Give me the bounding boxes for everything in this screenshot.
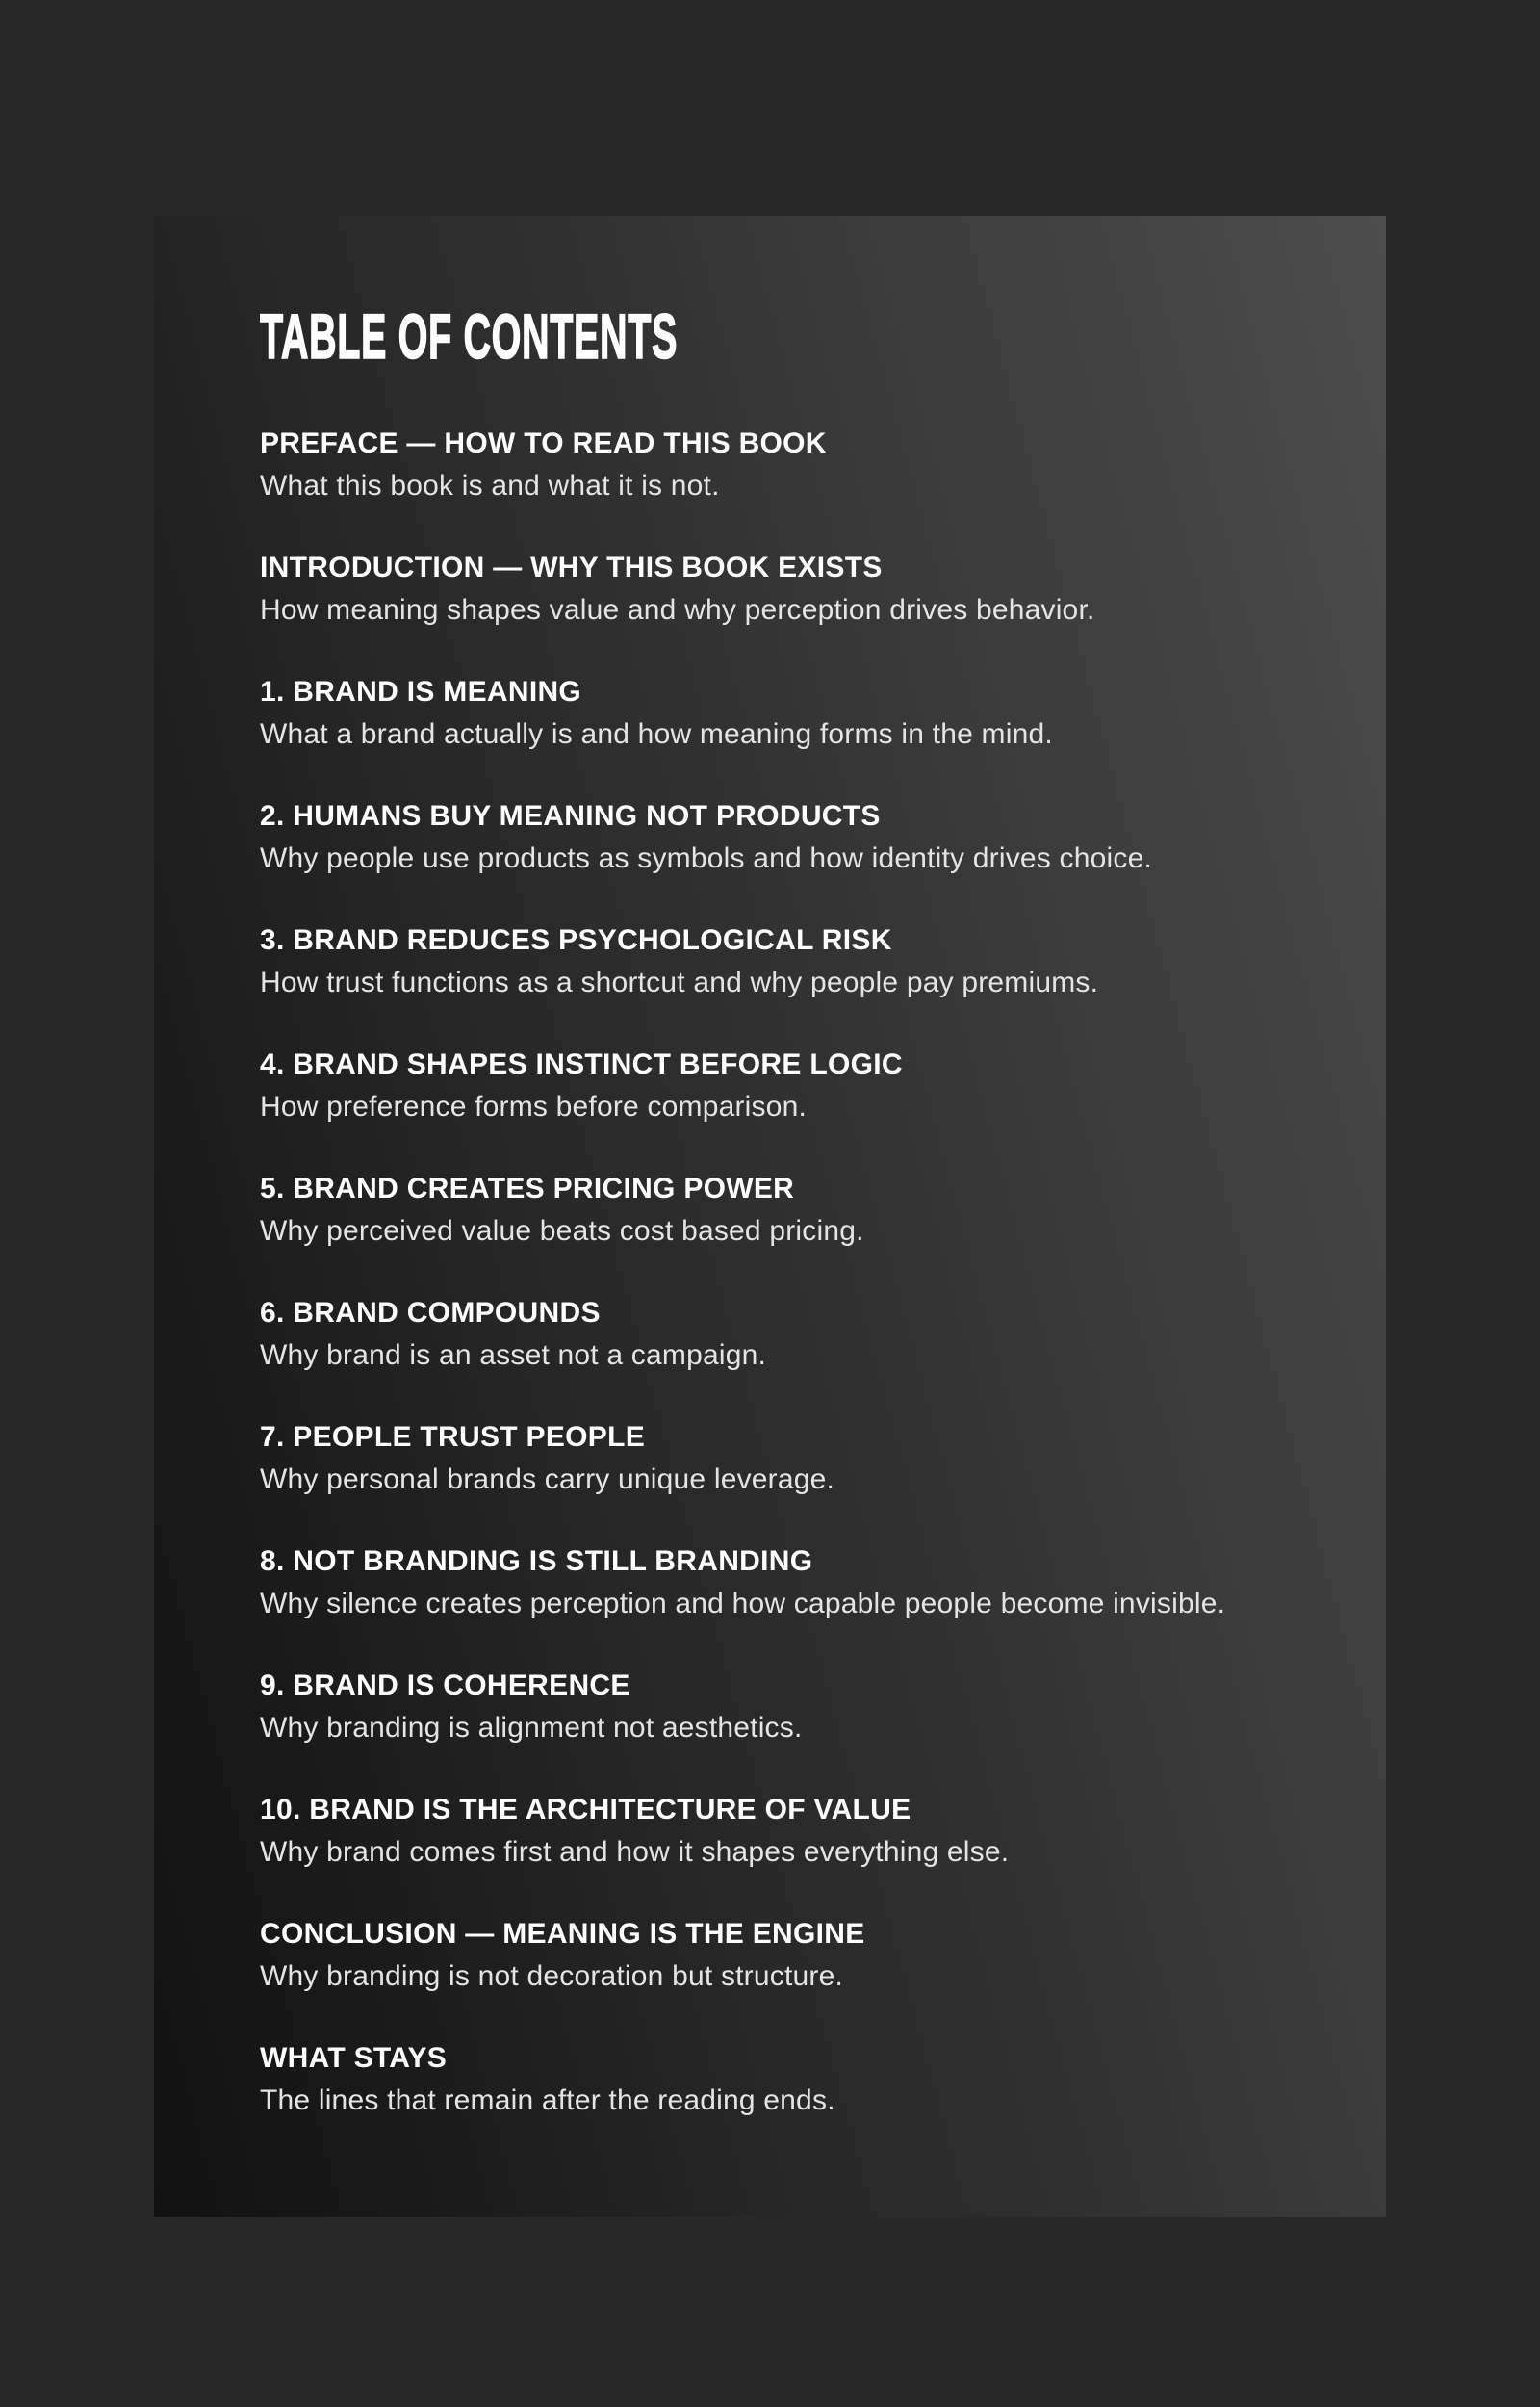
- toc-item-heading: PREFACE — HOW TO READ THIS BOOK: [260, 427, 827, 459]
- toc-item: [260, 674, 1328, 753]
- toc-item: [260, 798, 1328, 877]
- toc-item-description: Why people use products as symbols and how identity drives choice.: [260, 842, 1152, 874]
- toc-item-description: The lines that remain after the reading ends.: [260, 2084, 835, 2116]
- toc-item-description: Why perceived value beats cost based pricing.: [260, 1215, 864, 1247]
- toc-item-description: How preference forms before comparison.: [260, 1091, 808, 1123]
- toc-item-description: Why brand comes first and how it shapes everything else.: [260, 1836, 1010, 1868]
- toc-item-description: Why branding is not decoration but structure.: [260, 1960, 843, 1992]
- toc-item: [260, 550, 1328, 629]
- toc-item-description: What this book is and what it is not.: [260, 470, 720, 502]
- toc-item-heading: INTRODUCTION — WHY THIS BOOK EXISTS: [260, 552, 883, 583]
- toc-item-heading: 4. BRAND SHAPES INSTINCT BEFORE LOGIC: [260, 1048, 903, 1080]
- toc-item: [260, 1295, 1328, 1374]
- toc-item: [260, 922, 1328, 1001]
- toc-item-heading: 2. HUMANS BUY MEANING NOT PRODUCTS: [260, 800, 881, 832]
- toc-item: [260, 1419, 1328, 1498]
- toc-item-description: Why brand is an asset not a campaign.: [260, 1339, 767, 1371]
- toc-item-description: How trust functions as a shortcut and why people pay premiums.: [260, 967, 1099, 998]
- toc-item-description: How meaning shapes value and why perception drives behavior.: [260, 594, 1095, 626]
- toc-item-heading: 1. BRAND IS MEANING: [260, 676, 582, 708]
- toc-item: [260, 1171, 1328, 1250]
- toc-item-heading: 3. BRAND REDUCES PSYCHOLOGICAL RISK: [260, 924, 892, 956]
- toc-item-description: Why silence creates perception and how capable people become invisible.: [260, 1588, 1226, 1619]
- toc-item-heading: 6. BRAND COMPOUNDS: [260, 1297, 601, 1329]
- toc-list: [260, 426, 1328, 2119]
- toc-card: [154, 216, 1386, 2217]
- toc-item: [260, 1543, 1328, 1622]
- toc-item-description: Why branding is alignment not aesthetics.: [260, 1712, 803, 1744]
- toc-item-heading: 10. BRAND IS THE ARCHITECTURE OF VALUE: [260, 1794, 911, 1825]
- toc-item: [260, 1916, 1328, 1995]
- toc-item-heading: WHAT STAYS: [260, 2042, 448, 2074]
- toc-item-description: Why personal brands carry unique leverage.: [260, 1463, 835, 1495]
- toc-item: [260, 1792, 1328, 1871]
- page-title: TABLE OF CONTENTS: [260, 300, 679, 372]
- toc-item-heading: CONCLUSION — MEANING IS THE ENGINE: [260, 1918, 865, 1950]
- toc-item-description: What a brand actually is and how meaning forms in the mind.: [260, 718, 1053, 750]
- page-title-wrap: [260, 302, 1328, 370]
- toc-item-heading: 8. NOT BRANDING IS STILL BRANDING: [260, 1545, 813, 1577]
- toc-item-heading: 5. BRAND CREATES PRICING POWER: [260, 1173, 795, 1204]
- toc-item-heading: 9. BRAND IS COHERENCE: [260, 1669, 630, 1701]
- toc-item: [260, 426, 1328, 505]
- toc-item-heading: 7. PEOPLE TRUST PEOPLE: [260, 1421, 646, 1453]
- toc-item: [260, 1668, 1328, 1747]
- toc-item: [260, 2040, 1328, 2119]
- toc-item: [260, 1047, 1328, 1126]
